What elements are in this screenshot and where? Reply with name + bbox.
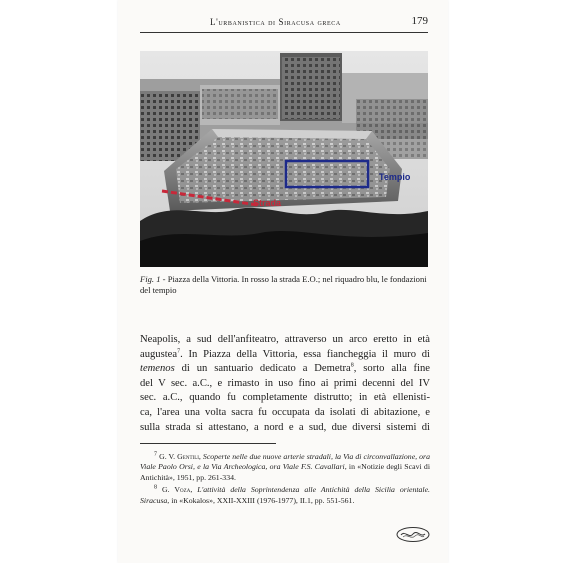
tempio-label: Tempio	[379, 172, 411, 182]
text-fragment: di un santuario dedicato a Demetra	[174, 363, 351, 375]
footnote-rule	[140, 443, 276, 444]
footnote-title: L'attività della Soprintendenza alle Antichità della Sicilia orientale. Siracusa	[140, 485, 431, 505]
text-fragment: augustea	[140, 348, 178, 360]
figure-caption	[140, 274, 430, 296]
footnote-8: $^8$ G. Voza, L'attività della Soprintendenza alle Antichità della Sicilia orientale. Siracusa, in «Kokalos», XXII-XXIII (1976-1977), II.1, pp. 551-561.	[140, 484, 431, 505]
italic-term: temenos	[140, 363, 175, 375]
photo-illustration	[140, 51, 428, 267]
text-line: sulla strada si attestano, a nord e a sud, due diversi sistemi di	[140, 421, 430, 433]
excavation-photo	[140, 51, 428, 267]
text-line: del V sec. a.C., e rimasto in uso fino ai primi decenni del IV	[140, 377, 430, 389]
footnote-author: G. V. Gentili	[159, 452, 199, 461]
text-line	[140, 348, 430, 363]
text-line	[140, 362, 430, 377]
footnote-title: Scoperte nelle due nuove arterie stradali, la Via di circonvallazione, ora Viale Paolo Orsi, e la Via Archeologica, ora Viale F.S. Cavallari	[140, 452, 430, 472]
footnote-ref: 8	[350, 362, 354, 369]
text-line: sec. a.C., quando fu completamente distrutto; in età ellenisti-	[140, 392, 430, 404]
footnote-number: 8	[154, 484, 157, 491]
publisher-logo-icon	[395, 526, 431, 543]
footnote-author: G. Voza	[161, 485, 191, 495]
text-line: ca, l'area una volta sacra fu occupata da isolati di abitazione, e	[140, 406, 430, 418]
footnote-source: , in «Notizie degli Scavi di Antichità», 1951, pp. 261-334.	[140, 462, 430, 482]
footnote-number: 7	[154, 451, 157, 458]
figure-number: Fig. 1	[140, 274, 161, 284]
footnote-source: , in «Kokalos», XXII-XXIII (1976-1977), II.1, pp. 551-561.	[167, 495, 355, 505]
text-fragment: , sorto alla fine	[353, 363, 431, 375]
running-title: L'urbanistica di Siracusa greca	[210, 17, 341, 27]
running-head	[140, 16, 428, 33]
strada-label: Strada	[253, 198, 282, 208]
page-number: 179	[411, 15, 428, 27]
footnotes	[140, 452, 430, 508]
body-paragraph	[140, 333, 430, 435]
footnote-ref: 7	[177, 348, 181, 355]
text-line: Neapolis, a sud dell'anfiteatro, attraverso un arco eretto in età	[140, 334, 430, 345]
book-page	[118, 0, 448, 563]
footnote-7: $^7$ G. V. Gentili, Scoperte nelle due nuove arterie stradali, la Via di circonvallazione, ora Viale Paolo Orsi, e la Via Archeologica, ora Viale F.S. Cavallari, in «Notizie degli Scavi di Antichità», 1951, pp. 261-334.	[140, 451, 430, 482]
caption-text: - Piazza della Vittoria. In rosso la strada E.O.; nel riquadro blu, le fondazioni del tempio	[140, 274, 427, 295]
text-fragment: . In Piazza della Vittoria, essa fiancheggia il muro di	[180, 348, 430, 360]
